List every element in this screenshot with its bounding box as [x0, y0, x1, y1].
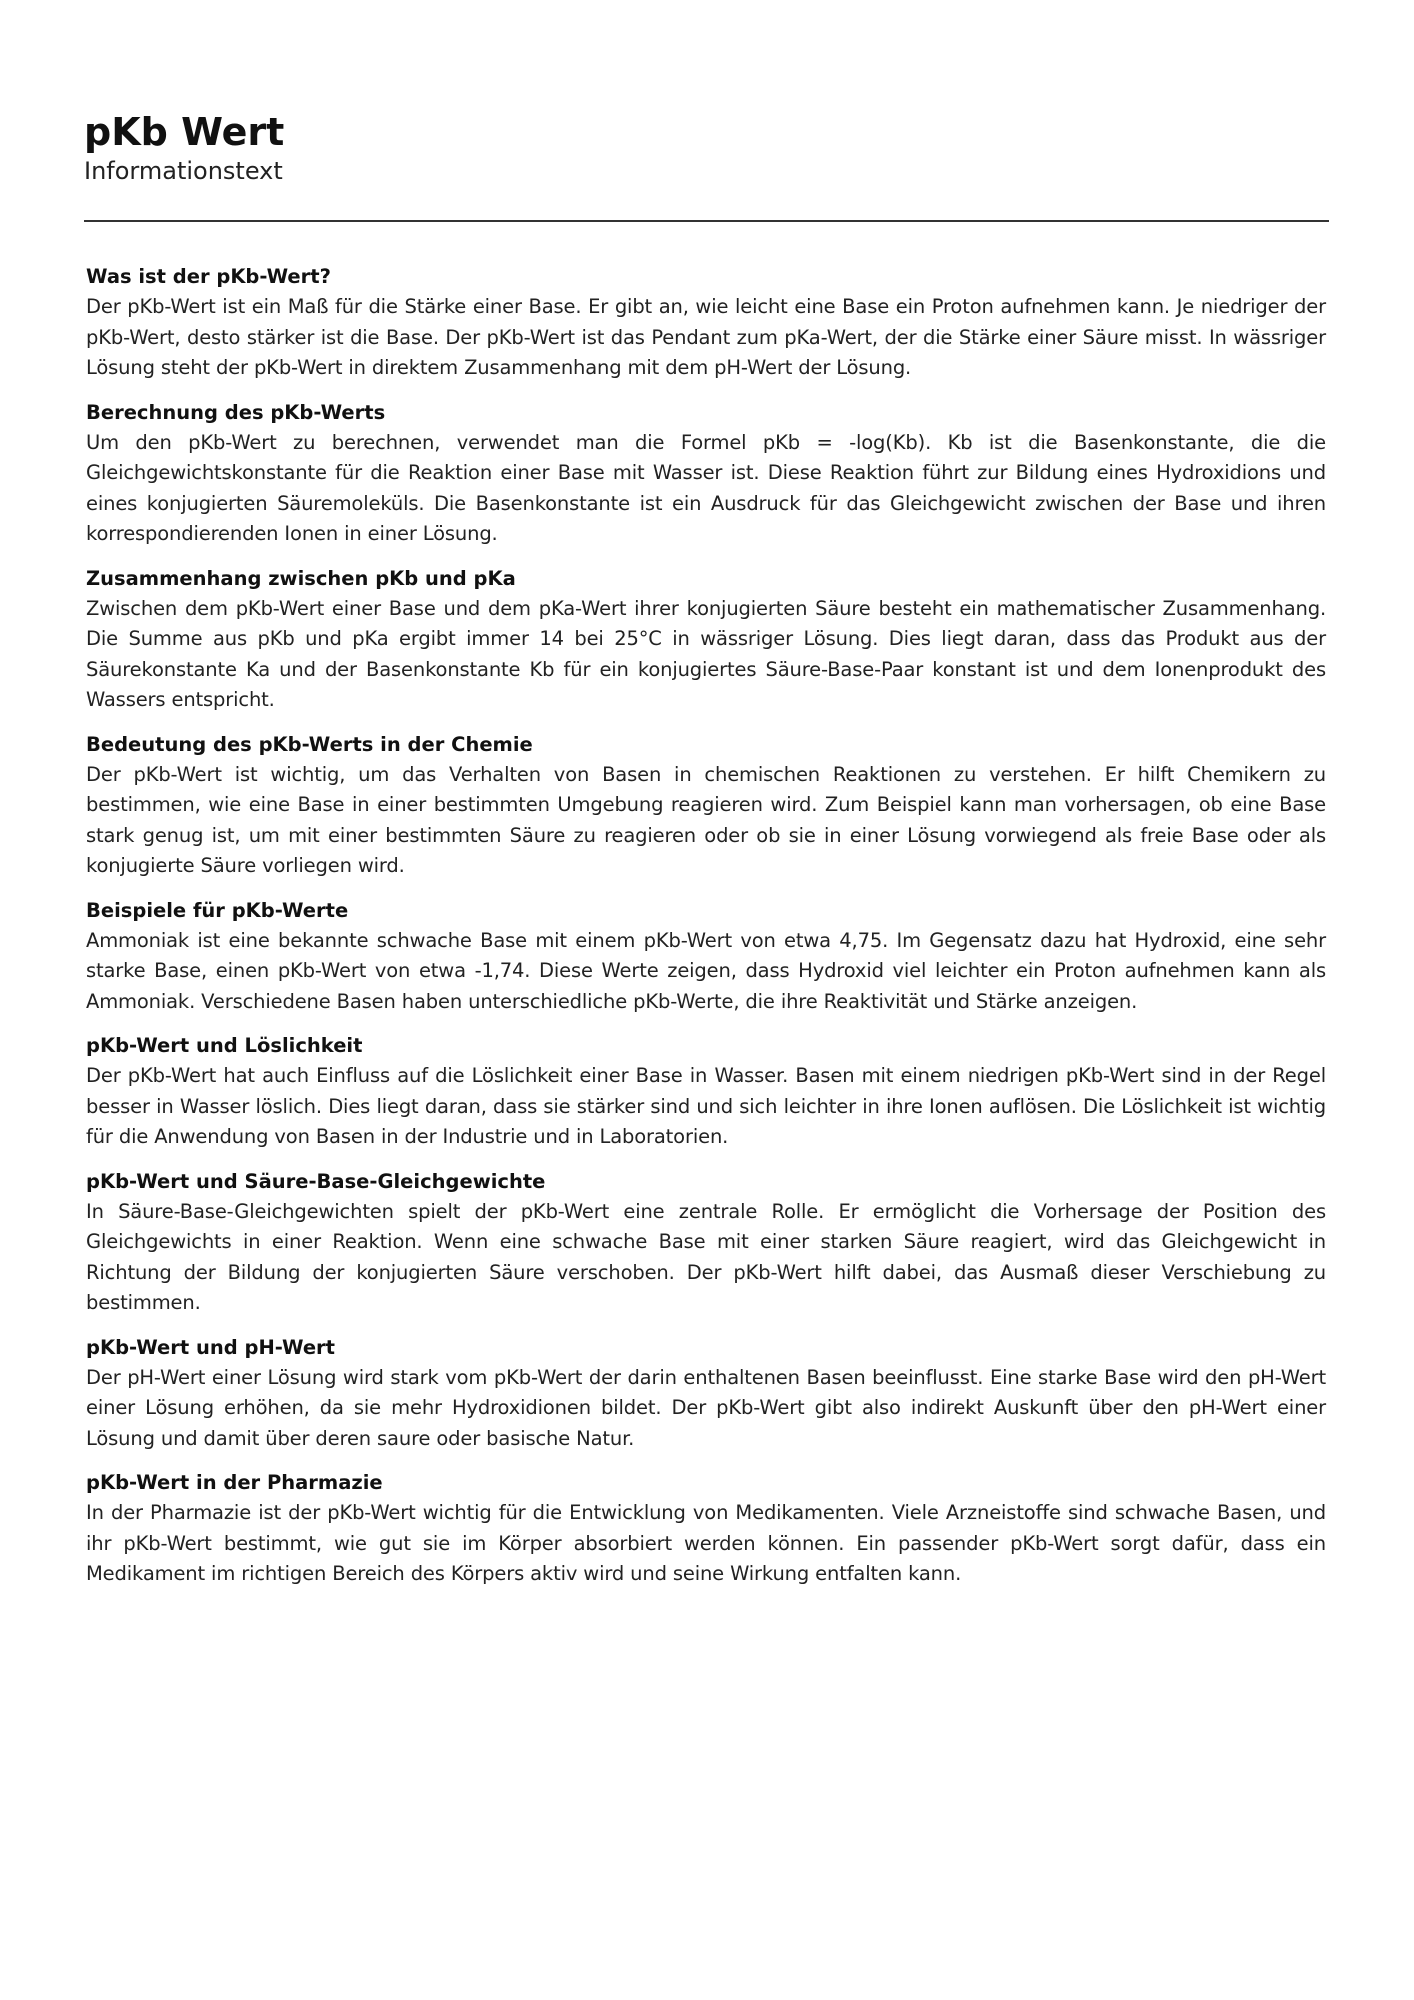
section-bedeutung	[86, 730, 1326, 882]
section-body: Ammoniak ist eine bekannte schwache Base mit einem pKb-Wert von etwa 4,75. Im Gegensatz dazu hat Hydroxid, eine sehr starke Base, einen pKb-Wert von etwa -1,74. Diese Werte zeigen, dass Hydroxid viel leichter ein Proton aufnehmen kann als Ammoniak. Verschiedene Basen haben unterschiedliche pKb-Werte, die ihre Reaktivität und Stärke anzeigen.	[86, 928, 1326, 1013]
document-title: pKb Wert	[84, 110, 285, 154]
section-body: Um den pKb-Wert zu berechnen, verwendet man die Formel pKb = -log(Kb). Kb ist die Basenkonstante, die die Gleichgewichtskonstante für die Reaktion einer Base mit Wasser ist. Diese Reaktion führt zur Bildung eines Hydroxidions und eines konjugierten Säuremoleküls. Die Basenkonstante ist ein Ausdruck für das Gleichgewicht zwischen der Base und ihren korrespondierenden Ionen in einer Lösung.	[86, 430, 1326, 545]
section-body: Der pKb-Wert hat auch Einfluss auf die Löslichkeit einer Base in Wasser. Basen mit einem niedrigen pKb-Wert sind in der Regel besser in Wasser löslich. Dies liegt daran, dass sie stärker sind und sich leichter in ihre Ionen auflösen. Die Löslichkeit ist wichtig für die Anwendung von Basen in der Industrie und in Laboratorien.	[86, 1064, 1326, 1148]
section-heading: pKb-Wert und pH-Wert	[86, 1335, 335, 1359]
section-body: Der pKb-Wert ist ein Maß für die Stärke einer Base. Er gibt an, wie leicht eine Base ein Proton aufnehmen kann. Je niedriger der pKb-Wert, desto stärker ist die Base. Der pKb-Wert ist das Pendant zum pKa-Wert, der die Stärke einer Säure misst. In wässriger Lösung steht der pKb-Wert in direktem Zusammenhang mit dem pH-Wert der Lösung.	[86, 295, 1326, 379]
document-content	[86, 262, 1326, 1590]
section-heading: Was ist der pKb-Wert?	[86, 265, 331, 288]
section-beispiele	[86, 896, 1326, 1018]
section-body: Der pKb-Wert ist wichtig, um das Verhalten von Basen in chemischen Reaktionen zu verstehen. Er hilft Chemikern zu bestimmen, wie eine Base in einer bestimmten Umgebung reagieren wird. Zum Beispiel kann man vorhersagen, ob eine Base stark genug ist, um mit einer bestimmten Säure zu reagieren oder ob sie in einer Lösung vorwiegend als freie Base oder als konjugierte Säure vorliegen wird.	[86, 762, 1326, 877]
section-heading: pKb-Wert und Löslichkeit	[86, 1034, 363, 1057]
title-divider	[84, 220, 1329, 222]
section-pharmazie	[86, 1468, 1326, 1590]
section-body: Der pH-Wert einer Lösung wird stark vom pKb-Wert der darin enthaltenen Basen beeinflusst. Eine starke Base wird den pH-Wert einer Lösung erhöhen, da sie mehr Hydroxidionen bildet. Der pKb-Wert gibt also indirekt Auskunft über den pH-Wert einer Lösung und damit über deren saure oder basische Natur.	[86, 1365, 1326, 1450]
section-heading: Zusammenhang zwischen pKb und pKa	[86, 566, 516, 590]
section-zusammenhang	[86, 564, 1326, 716]
section-loeslichkeit	[86, 1031, 1326, 1153]
section-heading: Bedeutung des pKb-Werts in der Chemie	[86, 732, 533, 756]
section-heading: pKb-Wert in der Pharmazie	[86, 1471, 383, 1494]
document-page	[84, 108, 1329, 1604]
section-was-ist	[86, 262, 1326, 384]
section-gleichgewichte	[86, 1167, 1326, 1319]
section-body: Zwischen dem pKb-Wert einer Base und dem pKa-Wert ihrer konjugierten Säure besteht ein mathematischer Zusammenhang. Die Summe aus pKb und pKa ergibt immer 14 bei 25°C in wässriger Lösung. Dies liegt daran, dass das Produkt aus der Säurekonstante Ka und der Basenkonstante Kb für ein konjugiertes Säure-Base-Paar konstant ist und dem Ionenprodukt des Wassers entspricht.	[86, 596, 1326, 711]
section-heading: Beispiele für pKb-Werte	[86, 898, 349, 922]
section-berechnung	[86, 398, 1326, 550]
section-body: In Säure-Base-Gleichgewichten spielt der pKb-Wert eine zentrale Rolle. Er ermöglicht die Vorhersage der Position des Gleichgewichts in einer Reaktion. Wenn eine schwache Base mit einer starken Säure reagiert, wird das Gleichgewicht in Richtung der Bildung der konjugierten Säure verschoben. Der pKb-Wert hilft dabei, das Ausmaß dieser Verschiebung zu bestimmen.	[86, 1199, 1326, 1314]
section-ph-wert	[86, 1333, 1326, 1455]
section-heading: Berechnung des pKb-Werts	[86, 400, 386, 424]
section-body: In der Pharmazie ist der pKb-Wert wichtig für die Entwicklung von Medikamenten. Viele Arzneistoffe sind schwache Basen, und ihr pKb-Wert bestimmt, wie gut sie im Körper absorbiert werden können. Ein passender pKb-Wert sorgt dafür, dass ein Medikament im richtigen Bereich des Körpers aktiv wird und seine Wirkung entfalten kann.	[86, 1501, 1326, 1585]
section-heading: pKb-Wert und Säure-Base-Gleichgewichte	[86, 1169, 546, 1193]
document-subtitle: Informationstext	[84, 157, 283, 185]
